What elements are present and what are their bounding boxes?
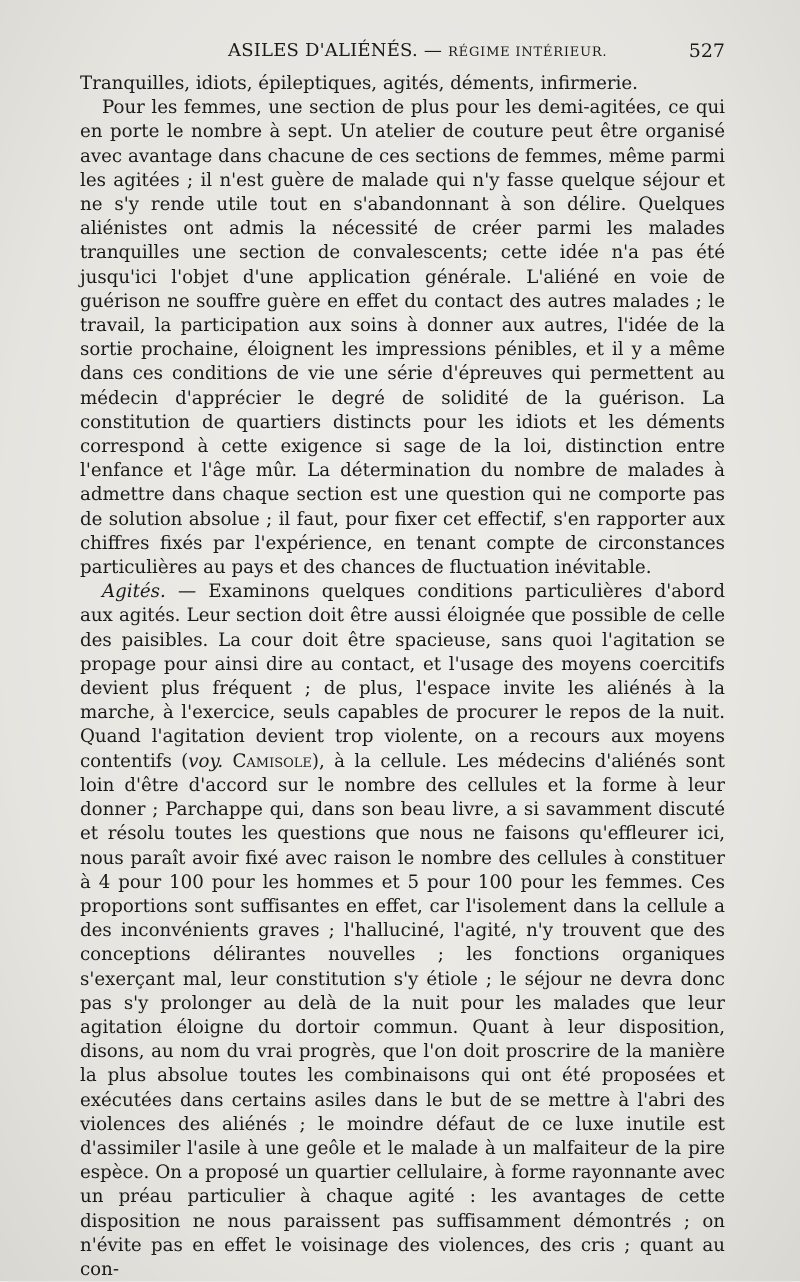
paragraph-women-sections: Pour les femmes, une section de plus pour les demi-agitées, ce qui en porte le nombre à sept. Un atelier de couture peut être organisé avec avantage dans chacune de ces sections de femmes, même parmi les agitées ; il n'est guère de malade qui n'y fasse quelque séjour et ne s'y rende utile tout en s'abandonnant à son délire. Quelques aliénistes ont admis la nécessité de créer parmi les malades tranquilles une section de convalescents; cette idée n'a pas été jusqu'ici l'objet d'une application générale. L'aliéné en voie de guérison ne souffre guère en effet du contact des autres malades ; le travail, la participation aux soins à donner aux autres, l'idée de la sortie prochaine, éloignent les impressions pénibles, et il y a même dans ces conditions de vie une série d'épreuves qui permettent au médecin d'apprécier le degré de solidité de la guérison. La constitution de quartiers distincts pour les idiots et les déments correspond à cette exigence si sage de la loi, distinction entre l'enfance et l'âge mûr. La détermination du nombre de malades à admettre dans chaque section est une question qui ne comporte pas de solution absolue ; il faut, pour fixer cet effectif, s'en rapporter aux chiffres fixés par l'expérience, en tenant compte de circonstances particulières au pays et des chances de fluctuation inévitable. bbox=[80, 97, 725, 579]
paragraph-agites-text-1: — Examinons quelques conditions particulières d'abord aux agités. Leur section doit être aussi éloignée que possible de celle des paisibles. La cour doit être spacieuse, sans quoi l'agitation se propage pour ainsi dire au contact, et l'usage des moyens coercitifs devient plus fréquent ; de plus, l'espace invite les aliénés à la marche, à l'exercice, seuls capables de procurer le repos de la nuit. Quand l'agitation devient trop violente, on a recours aux moyens contentifs ( bbox=[80, 581, 725, 772]
page-body bbox=[80, 72, 725, 1282]
paragraph-section-list: Tranquilles, idiots, épileptiques, agités, déments, infirmerie. bbox=[80, 73, 638, 94]
header-main-title: ASILES D'ALIÉNÉS. bbox=[228, 40, 418, 61]
header-title bbox=[228, 40, 607, 61]
reference-camisole: Camisole bbox=[232, 750, 312, 772]
page-number: 527 bbox=[688, 40, 725, 62]
paragraph-agites bbox=[80, 580, 725, 1282]
reference-voy: voy. bbox=[188, 750, 224, 772]
header-subtitle: RÉGIME INTÉRIEUR. bbox=[448, 45, 608, 60]
section-lead-agites: Agités. bbox=[102, 581, 166, 603]
running-header bbox=[80, 40, 725, 68]
paragraph-agites-text-2: ), à la cellule. Les médecins d'aliénés sont loin d'être d'accord sur le nombre des cellules et la forme à leur donner ; Parchappe qui, dans son beau livre, a si savamment discuté et résolu toutes les questions que nous ne faisons qu'effleurer ici, nous paraît avoir fixé avec raison le nombre des cellules à constituer à 4 pour 100 pour les hommes et 5 pour 100 pour les femmes. Ces proportions sont suffisantes en effet, car l'isolement dans la cellule a des inconvénients graves ; l'halluciné, l'agité, n'y trouvent que des conceptions délirantes nouvelles ; les fonctions organiques s'exerçant mal, leur constitution s'y étiole ; le séjour ne devra donc pas s'y prolonger au delà de la nuit pour les malades que leur agitation éloigne du dortoir commun. Quant à leur disposition, disons, au nom du vrai progrès, que l'on doit proscrire de la manière la plus absolue toutes les combinaisons qui ont été proposées et exécutées dans certains asiles dans le but de se mettre à l'abri des violences des aliénés ; le moindre défaut de ce luxe inutile est d'assimiler l'asile à une geôle et le malade à un malfaiteur de la pire espèce. On a proposé un quartier cellulaire, à forme rayonnante avec un préau particulier à chaque agité : les avantages de cette disposition ne nous paraissent pas suffisamment démontrés ; on n'évite pas en effet le voisinage des violences, des cris ; quant au con- bbox=[80, 750, 725, 1280]
header-dash: — bbox=[423, 40, 443, 61]
